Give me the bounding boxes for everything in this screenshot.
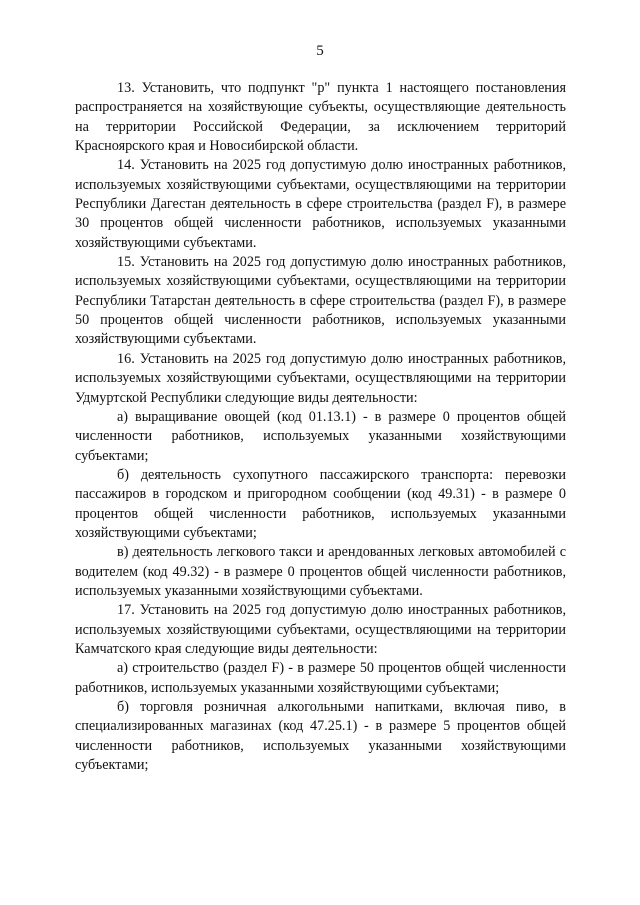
paragraph-16: 16. Установить на 2025 год допустимую долю иностранных работников, используемых хозяйствующими субъектами, осуществляющими на территории Удмуртской Республики следующие виды деятельности: xyxy=(75,350,566,406)
document-body xyxy=(75,79,566,775)
paragraph-14: 14. Установить на 2025 год допустимую долю иностранных работников, используемых хозяйствующими субъектами, осуществляющими на территории Республики Дагестан деятельность в сфере строительства (раздел F), в размере 30 процентов общей численности работников, используемых указанными хозяйствующими субъектами. xyxy=(75,157,566,251)
paragraph-16-item-b: б) деятельность сухопутного пассажирского транспорта: перевозки пассажиров в городском и пригородном сообщении (код 49.31) - в размере 0 процентов общей численности работников, используемых указанными хозяйствующими субъектами; xyxy=(75,466,566,541)
paragraph-15: 15. Установить на 2025 год допустимую долю иностранных работников, используемых хозяйствующими субъектами, осуществляющими на территории Республики Татарстан деятельность в сфере строительства (раздел F), в размере 50 процентов общей численности работников, используемых указанными хозяйствующими субъектами. xyxy=(75,254,566,348)
paragraph-17-item-b: б) торговля розничная алкогольными напитками, включая пиво, в специализированных магазинах (код 47.25.1) - в размере 5 процентов общей численности работников, используемых указанными хозяйствующими субъектами; xyxy=(75,699,566,774)
paragraph-16-item-v: в) деятельность легкового такси и арендованных легковых автомобилей с водителем (код 49.32) - в размере 0 процентов общей численности работников, используемых указанными хозяйствующими субъектами. xyxy=(75,544,566,599)
paragraph-17-item-a: а) строительство (раздел F) - в размере 50 процентов общей численности работников, используемых указанными хозяйствующими субъектами; xyxy=(75,660,566,696)
paragraph-17: 17. Установить на 2025 год допустимую долю иностранных работников, используемых хозяйствующими субъектами, осуществляющими на территории Камчатского края следующие виды деятельности: xyxy=(75,602,566,657)
paragraph-13: 13. Установить, что подпункт "р" пункта 1 настоящего постановления распространяется на хозяйствующие субъекты, осуществляющие деятельность на территории Российской Федерации, за исключением территорий Красноярского края и Новосибирской области. xyxy=(75,80,566,155)
paragraph-16-item-a: а) выращивание овощей (код 01.13.1) - в размере 0 процентов общей численности работников, используемых указанными хозяйствующими субъектами; xyxy=(75,408,566,464)
page-number: 5 xyxy=(316,43,324,59)
